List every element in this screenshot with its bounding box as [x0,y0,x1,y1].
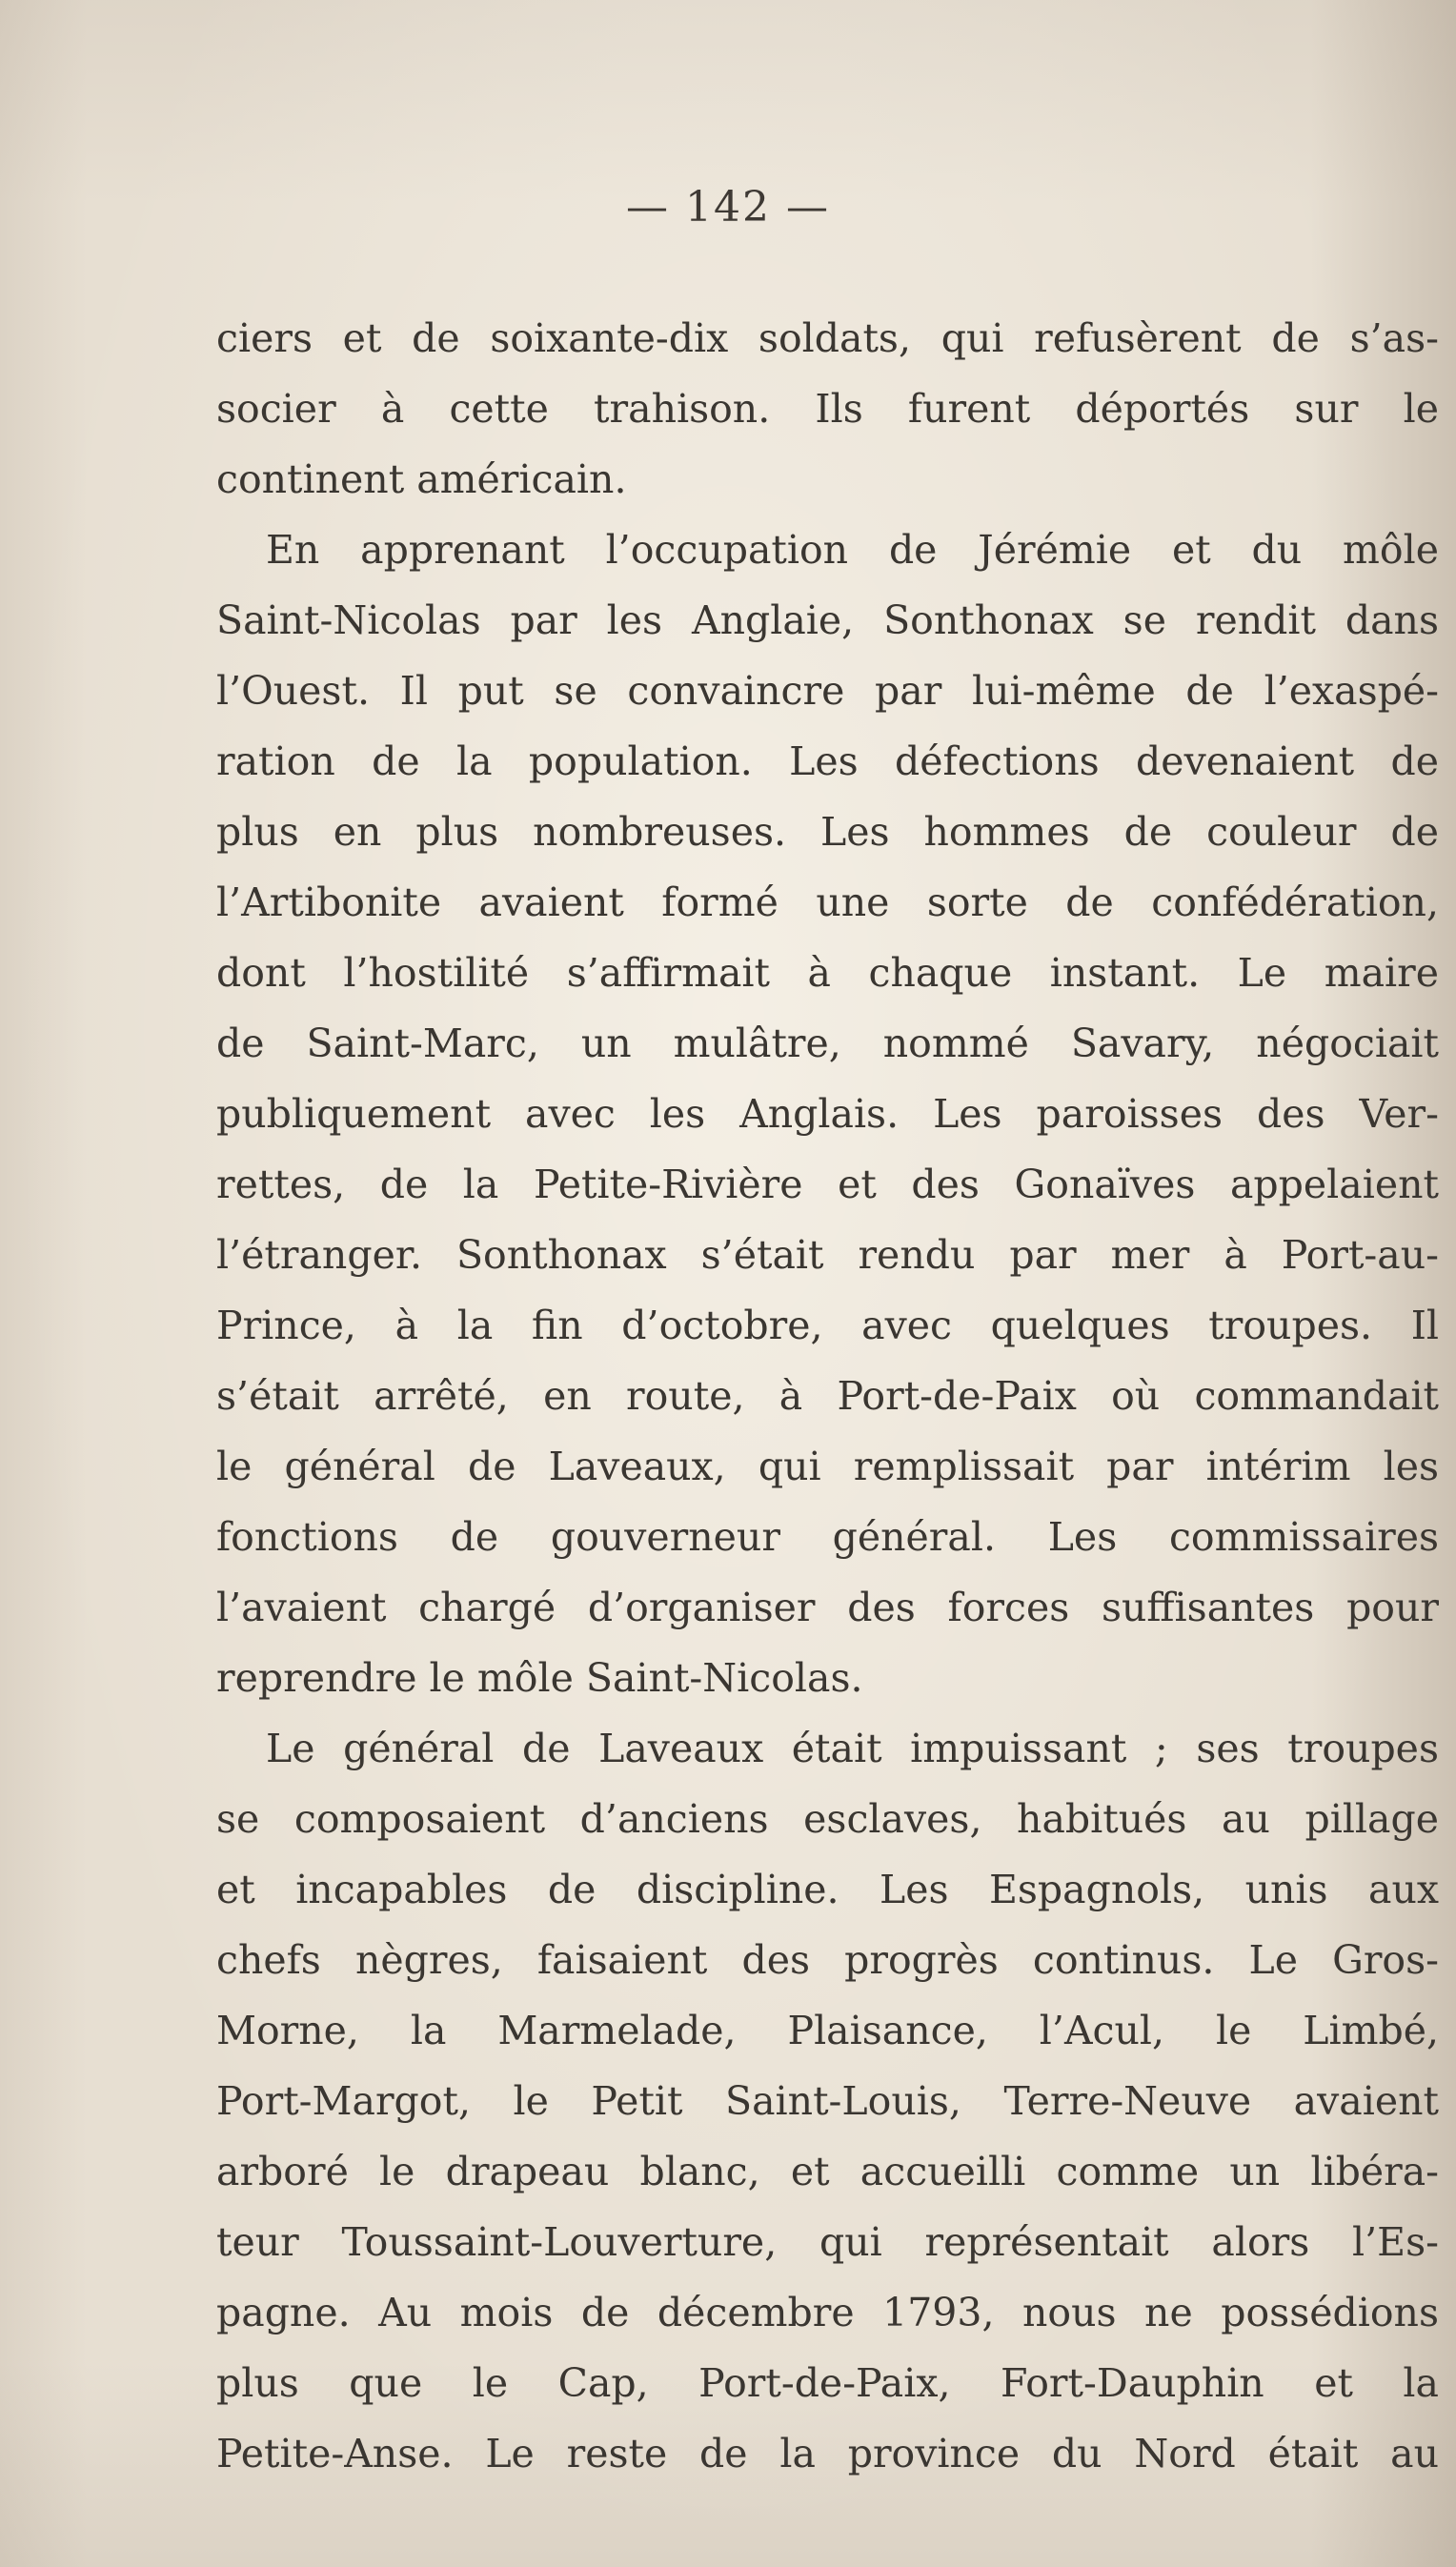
text-line: et incapables de discipline. Les Espagnols, unis aux [216,1867,1439,1912]
text-line: s’était arrêté, en route, à Port-de-Paix où commandait [216,1373,1439,1419]
body-text [216,303,1439,2489]
text-line: se composaient d’anciens esclaves, habitués au pillage [216,1796,1439,1842]
text-line: l’avaient chargé d’organiser des forces suffisantes pour [216,1585,1439,1630]
paragraph-1 [216,303,1439,515]
text-line: pagne. Au mois de décembre 1793, nous ne possédions [216,2290,1439,2335]
text-line: Petite-Anse. Le reste de la province du Nord était au [216,2431,1439,2476]
text-line: continent américain. [216,456,627,502]
text-line: rettes, de la Petite-Rivière et des Gonaïves appelaient [216,1162,1439,1207]
text-line: teur Toussaint-Louverture, qui représentait alors l’Es- [216,2219,1439,2265]
text-line: reprendre le môle Saint-Nicolas. [216,1655,863,1701]
text-line: En apprenant l’occupation de Jérémie et du môle [266,527,1439,573]
text-line: de Saint-Marc, un mulâtre, nommé Savary, négociait [216,1021,1439,1066]
text-line: Prince, à la fin d’octobre, avec quelques troupes. Il [216,1303,1439,1348]
paragraph-2 [216,515,1439,1713]
text-line: publiquement avec les Anglais. Les paroisses des Ver- [216,1091,1439,1137]
text-line: plus que le Cap, Port-de-Paix, Fort-Dauphin et la [216,2360,1439,2406]
text-line: chefs nègres, faisaient des progrès continus. Le Gros- [216,1937,1439,1983]
text-line: ciers et de soixante-dix soldats, qui refusèrent de s’as- [216,315,1439,361]
text-line: l’Artibonite avaient formé une sorte de confédération, [216,879,1439,925]
text-line: ration de la population. Les défections devenaient de [216,738,1439,784]
text-line: Le général de Laveaux était impuissant ; ses troupes [266,1726,1439,1771]
text-line: socier à cette trahison. Ils furent déportés sur le [216,386,1439,432]
text-line: Saint-Nicolas par les Anglaie, Sonthonax se rendit dans [216,597,1439,643]
paragraph-3 [216,1713,1439,2489]
text-line: arboré le drapeau blanc, et accueilli comme un libéra- [216,2149,1439,2194]
text-line: l’étranger. Sonthonax s’était rendu par mer à Port-au- [216,1232,1439,1278]
text-line: le général de Laveaux, qui remplissait par intérim les [216,1444,1439,1489]
text-line: plus en plus nombreuses. Les hommes de couleur de [216,809,1439,855]
page-number: — 142 — [626,183,830,232]
text-line: Port-Margot, le Petit Saint-Louis, Terre-Neuve avaient [216,2078,1439,2124]
text-line: dont l’hostilité s’affirmait à chaque instant. Le maire [216,950,1439,996]
text-line: Morne, la Marmelade, Plaisance, l’Acul, le Limbé, [216,2008,1439,2053]
text-line: l’Ouest. Il put se convaincre par lui-même de l’exaspé- [216,668,1439,714]
text-line: fonctions de gouverneur général. Les commissaires [216,1514,1439,1560]
